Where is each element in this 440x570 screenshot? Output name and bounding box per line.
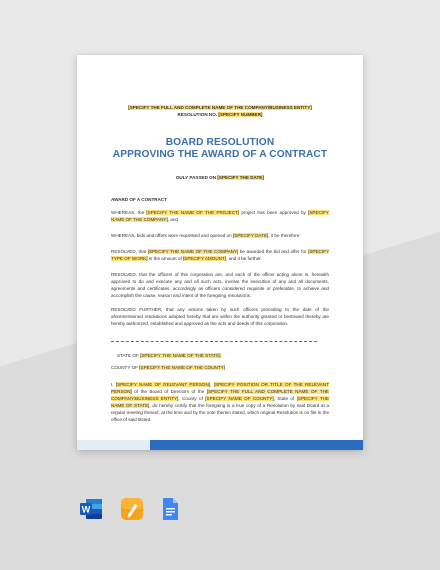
section-heading: AWARD OF A CONTRACT bbox=[111, 197, 168, 202]
paragraph-whereas-1: WHEREAS, the [SPECIFY THE NAME OF THE PROJECT] project has been approved by [SPECIFY NAME OF THE COMPANY], and bbox=[111, 210, 329, 222]
paragraph-certification: I, [SPECIFY NAME OF RELEVANT PERSON], [SPECIFY POSITION OR TITLE OF THE RELEVANT PERSON] of the Board of Directors of the [SPECIFY THE FULL AND COMPLETE NAME OF THE COMPANY/BUSINESS ENTITY], County of [SPECIFY NAME OF COUNTY], State of [SPECIFY THE NAME OF STATE], do hereby certify that the foregoing is a true copy of a Resolution by said Board at a regular meeting thereof, at the time and by the vote therein stated, which original Resolution is on file in the office of said Board. bbox=[111, 382, 330, 422]
footer-bar bbox=[150, 440, 363, 450]
paragraph-resolved-2: RESOLVED, that the officers of this corporation are, and each of the officer acting alone is, herewith approved to do and execute any and all such acts, involve the execution of any and all documents, agreements and certificates, accordingly as officers considered requisite or preferable, to achieve and accomplish the cause, reason and intent of the foregoing resolutions. bbox=[111, 272, 329, 298]
footer-bar-light bbox=[77, 440, 150, 450]
separator-line bbox=[111, 341, 317, 342]
paragraph-whereas-2: WHEREAS, bids and offers were requested and opened on [SPECIFY DATE], it be therefore: bbox=[111, 233, 301, 238]
resolution-number-line: RESOLUTION NO. [SPECIFY NUMBER] bbox=[177, 112, 263, 117]
document-page bbox=[77, 55, 363, 450]
county-line: COUNTY OF [SPECIFY THE NAME OF THE COUNTY] bbox=[111, 365, 226, 370]
document-subtitle: APPROVING THE AWARD OF A CONTRACT bbox=[112, 149, 328, 160]
document-title: BOARD RESOLUTION bbox=[165, 137, 275, 148]
company-header: [SPECIFY THE FULL AND COMPLETE NAME OF THE COMPANY/BUSINESS ENTITY] bbox=[128, 105, 312, 110]
pages-icon[interactable] bbox=[120, 497, 144, 521]
svg-text:W: W bbox=[81, 504, 91, 515]
paragraph-resolved-1: RESOLVED, that [SPECIFY THE NAME OF THE COMPANY] be awarded the bid and offer for [SPECIFY TYPE OF WORK] in the amount of [SPECIFY AMOUNT], and it be further. bbox=[111, 249, 330, 261]
word-icon[interactable] bbox=[79, 497, 103, 521]
google-docs-icon[interactable] bbox=[158, 497, 182, 521]
passed-on-line: DULY PASSED ON [SPECIFY THE DATE] bbox=[176, 175, 264, 180]
paragraph-resolved-further: RESOLVED FURTHER, that any actions taken by such officers preceding to the date of the aforementioned resolutions adopted hereby that are within the authority granted or bestowed thereby are hereby authorized, established and approved as the acts and deeds of this corporation. bbox=[111, 307, 329, 326]
state-line: STATE OF [SPECIFY THE NAME OF THE STATE] bbox=[117, 353, 221, 358]
